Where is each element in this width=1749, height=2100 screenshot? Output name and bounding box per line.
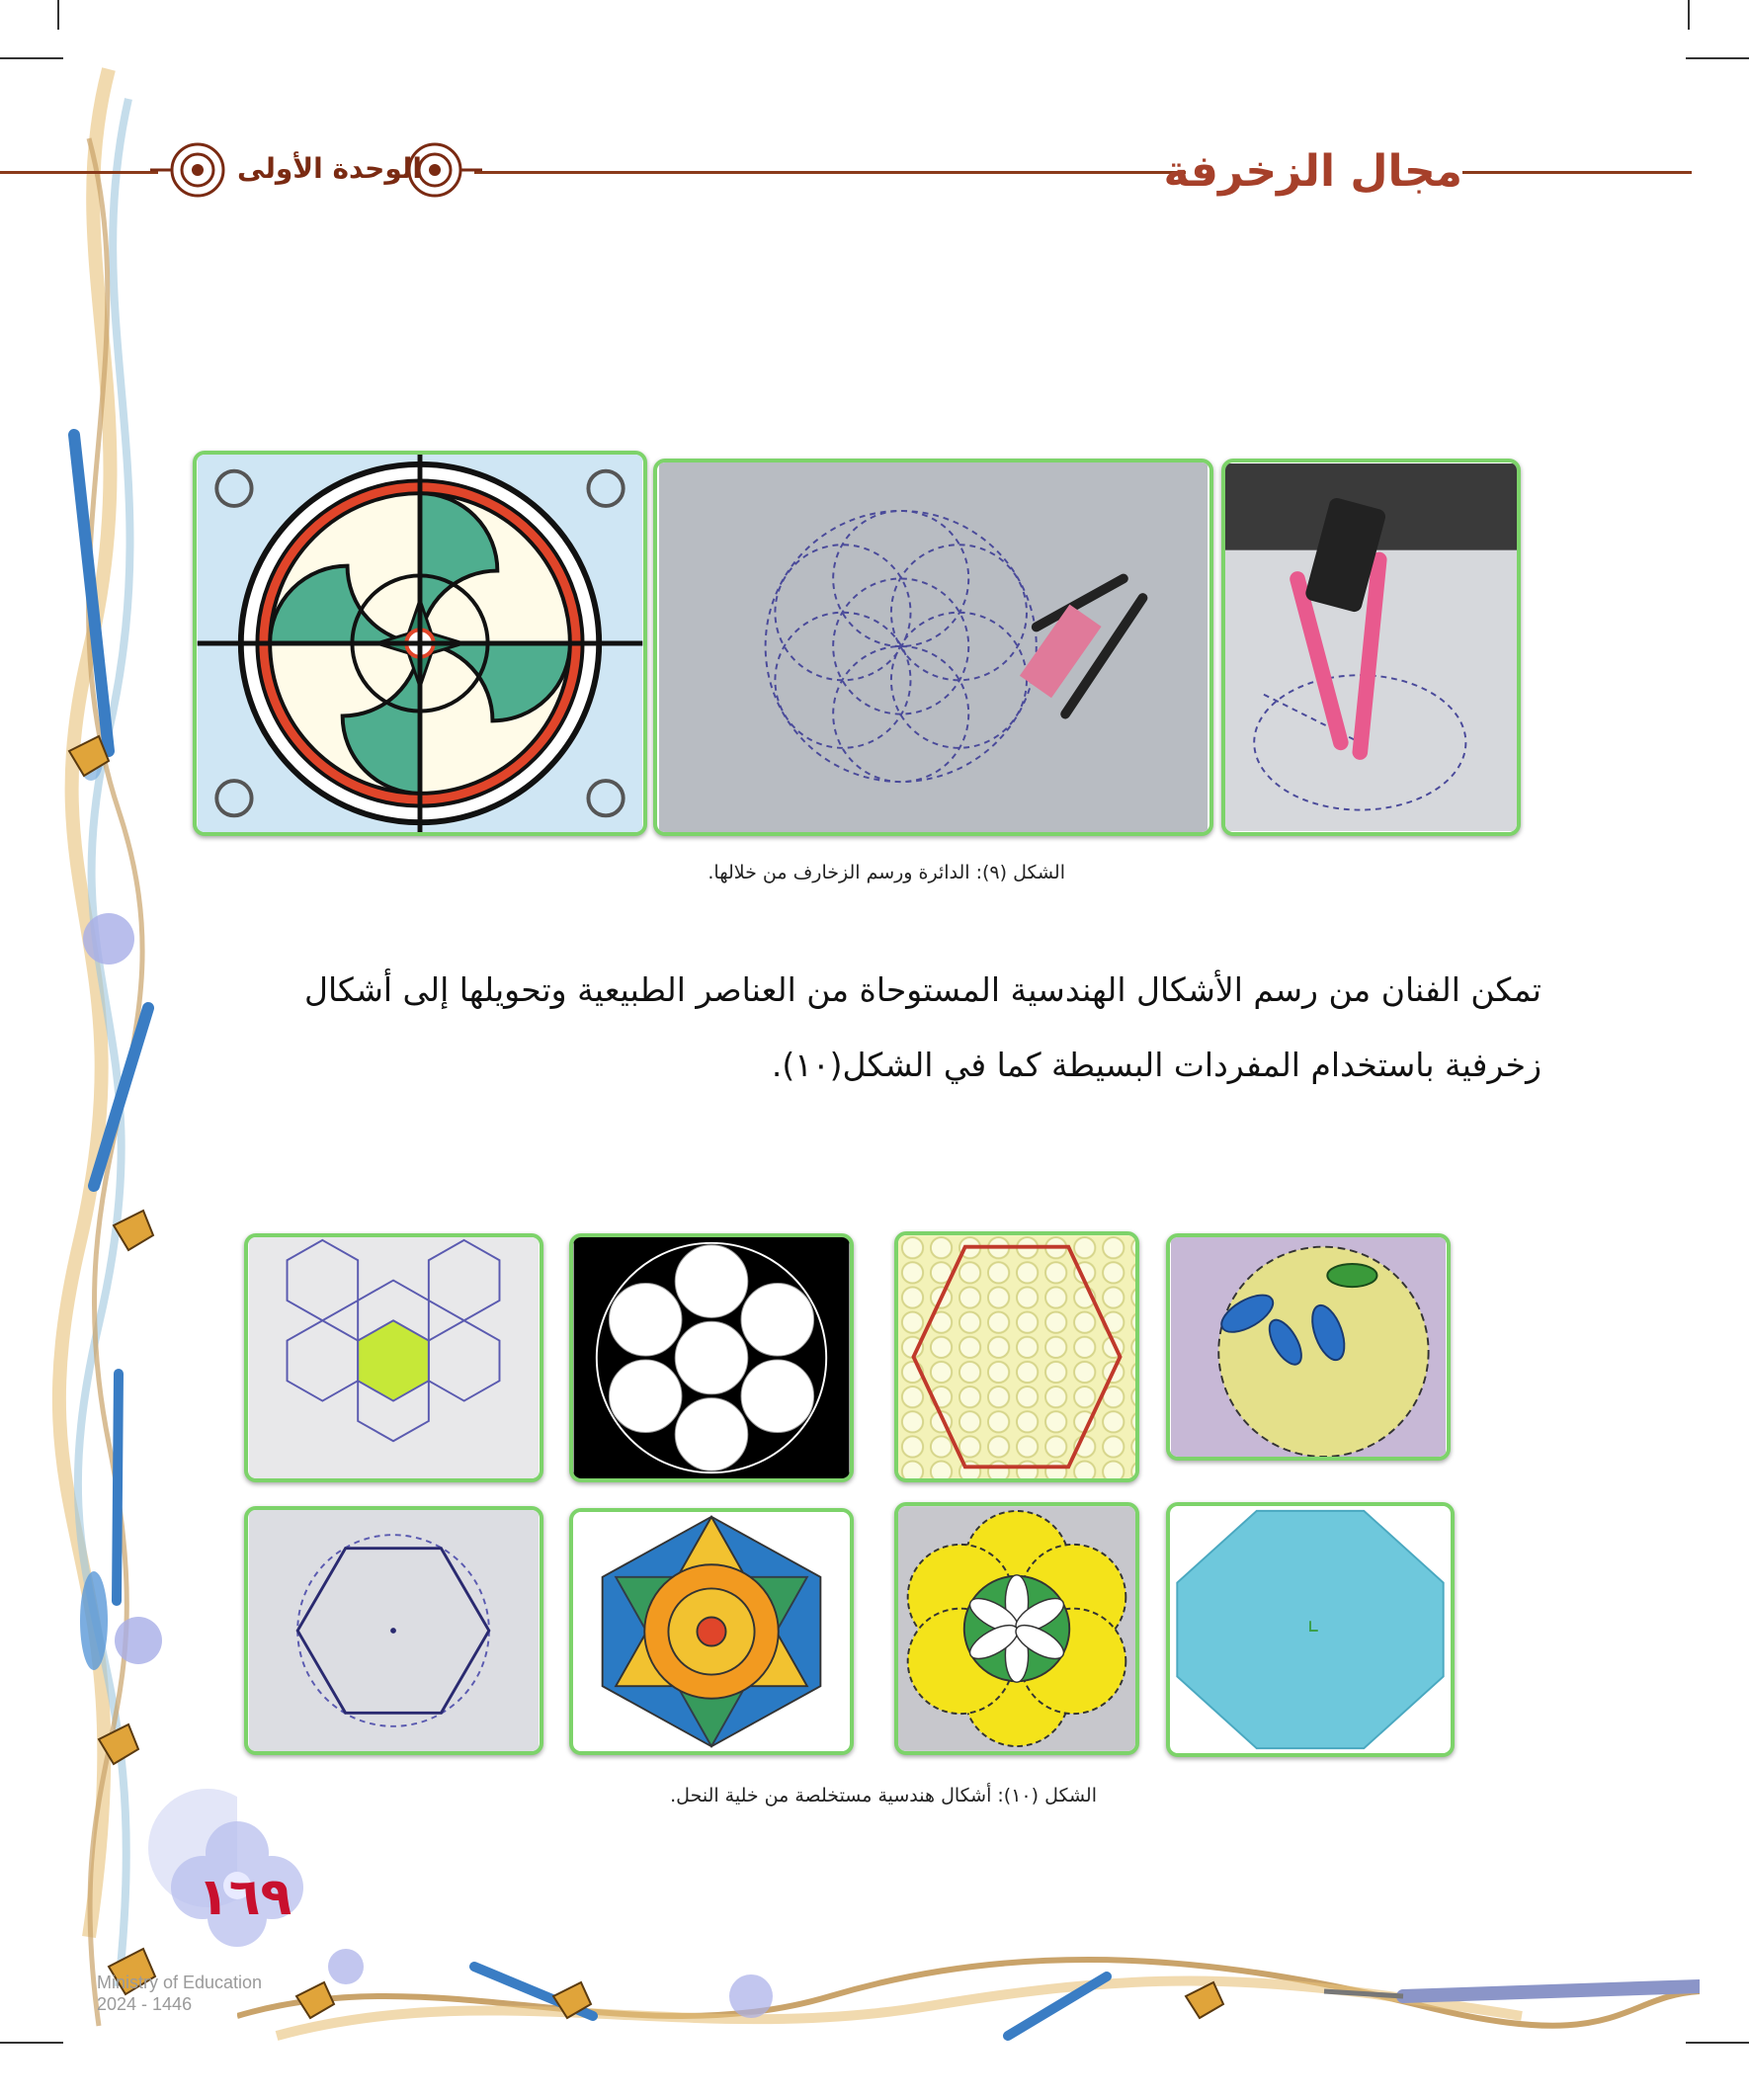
figure10-flower-of-life <box>894 1502 1139 1755</box>
figure10-circle-hexagon-sketch <box>244 1506 543 1755</box>
figure10-bees-honeycomb <box>1166 1233 1451 1461</box>
figure10-caption: الشكل (١٠): أشكال هندسية مستخلصة من خلية النحل. <box>670 1785 1097 1806</box>
figure10-circles-in-circle <box>569 1233 854 1482</box>
decorative-bottom-border <box>237 1937 1700 2056</box>
crop-mark <box>57 0 59 30</box>
unit-badge <box>148 130 484 210</box>
header-rule-right <box>1462 171 1692 174</box>
paragraph-line-2: زخرفية باستخدام المفردات البسيطة كما في الشكل(١٠). <box>771 1046 1541 1084</box>
ministry-line-1: Ministry of Education <box>97 1973 263 1992</box>
body-paragraph <box>178 953 1541 1103</box>
ministry-label <box>97 1972 262 2015</box>
figure10-honeycomb-hexagon <box>894 1231 1139 1482</box>
crop-mark <box>1686 57 1749 59</box>
page-number: ١٦٩ <box>198 1868 292 1927</box>
paragraph-line-1: تمكن الفنان من رسم الأشكال الهندسية المستوحاة من العناصر الطبيعية وتحويلها إلى أشكال <box>303 970 1541 1009</box>
header-rule-middle <box>474 171 1186 174</box>
crop-mark <box>1688 0 1690 30</box>
header-rule-left <box>0 171 158 174</box>
figure9-caption: الشكل (٩): الدائرة ورسم الزخارف من خلالها. <box>708 862 1065 883</box>
figure10-hexagon-sketch-green <box>244 1233 543 1482</box>
figure10-colorful-mandala <box>569 1508 854 1755</box>
unit-label: الوحدة الأولى <box>237 152 422 185</box>
section-title: مجال الزخرفة <box>1163 146 1462 197</box>
figure9-stained-glass <box>193 451 647 836</box>
figure9-compass-circle <box>1221 459 1521 836</box>
ministry-line-2: 2024 - 1446 <box>97 1994 193 2014</box>
figure9-compass-pattern <box>653 459 1213 836</box>
figure10-octagon <box>1166 1502 1455 1757</box>
